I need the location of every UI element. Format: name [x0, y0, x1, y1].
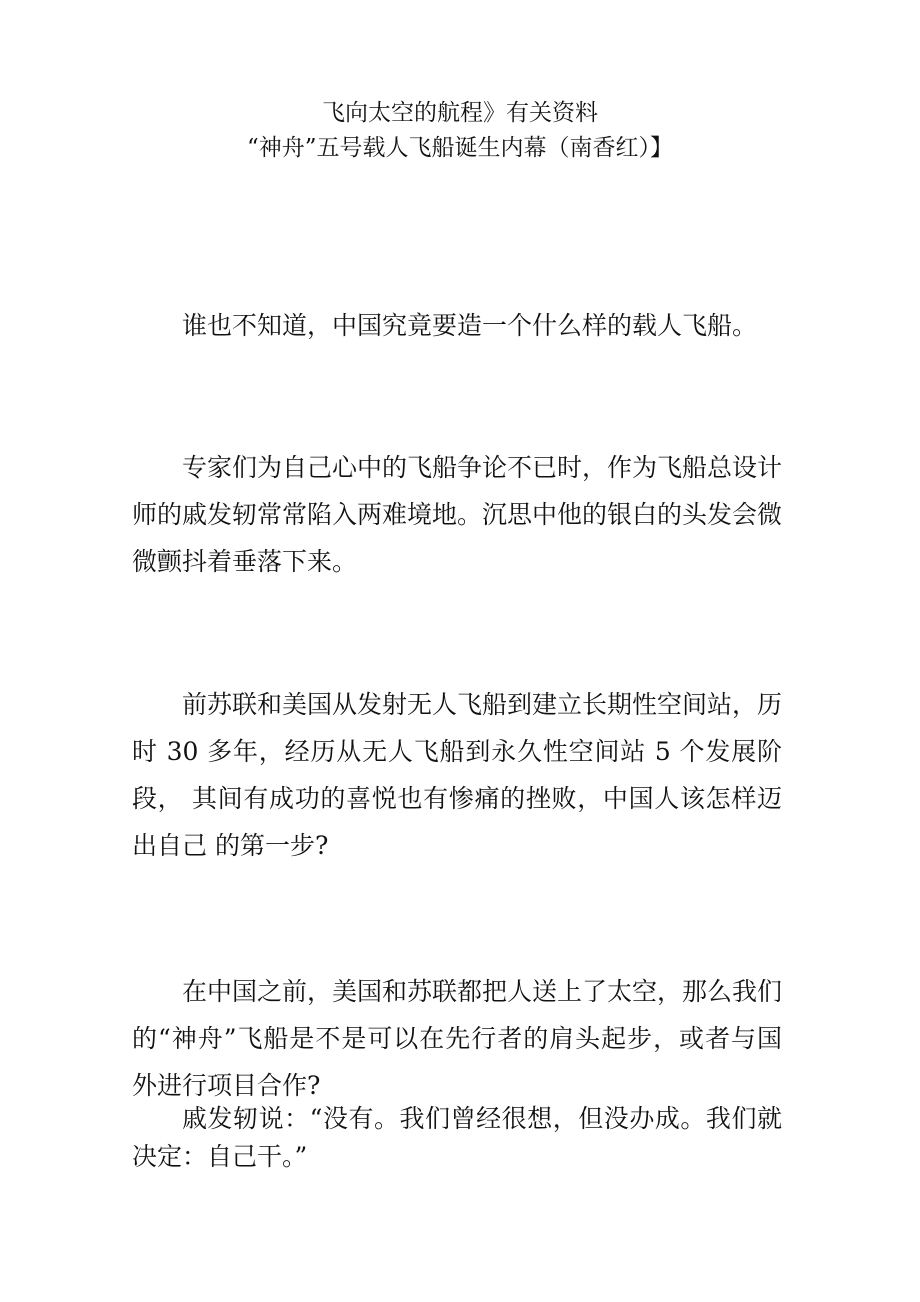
- document-title-line-2: “神舟”五号载人飞船诞生内幕（南香红）】: [246, 135, 674, 161]
- paragraph-2: 专家们为自己心中的飞船争论不已时，作为飞船总设计师的戚发轫常常陷入两难境地。沉思中他的银白的头发会微微颤抖着垂落下来。: [132, 453, 783, 576]
- paragraph-5: 戚发轫说：“没有。我们曾经很想，但没办成。我们就决定：自己干。”: [132, 1104, 782, 1171]
- paragraph-4: 在中国之前，美国和苏联都把人送上了太空，那么我们的“神舟”飞船是不是可以在先行者的肩头起步，或者与国外进行项目合作?: [132, 977, 783, 1100]
- paragraph-3: 前苏联和美国从发射无人飞船到建立长期性空间站，历时 30 多年，经历从无人飞船到永久性空间站 5 个发展阶段， 其间有成功的喜悦也有惨痛的挫败，中国人该怎样迈出自己 的第一步?: [132, 690, 783, 860]
- paragraph-1: 谁也不知道，中国究竟要造一个什么样的载人飞船。: [182, 311, 758, 340]
- document-title-line-1: 飞向太空的航程》有关资料: [322, 100, 598, 126]
